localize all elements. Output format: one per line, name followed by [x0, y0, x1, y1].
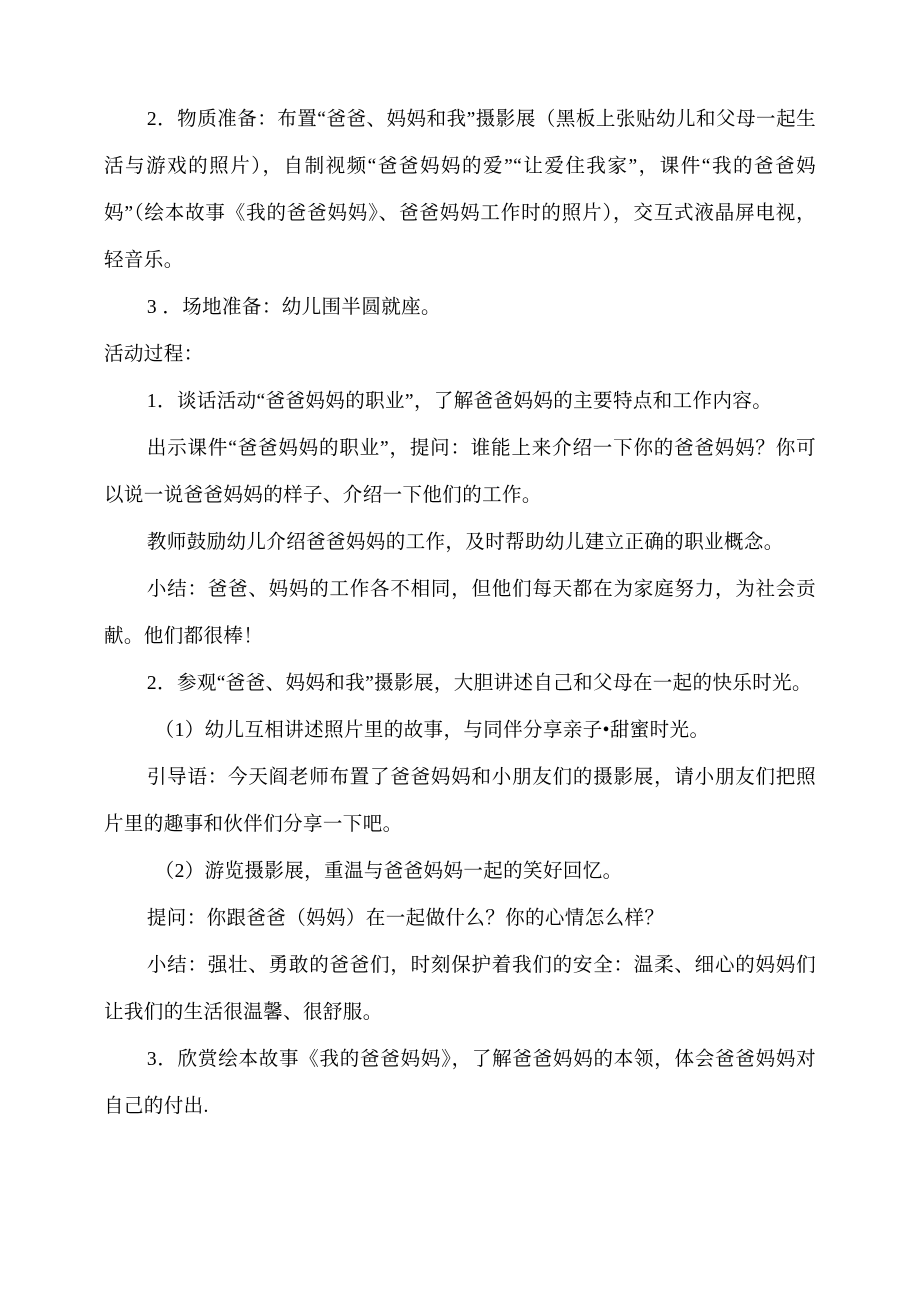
paragraph-step-2-question: 提问：你跟爸爸（妈妈）在一起做什么？你的心情怎么样？ [146, 908, 665, 929]
paragraph-step-2-sub-1: （1）幼儿互相讲述照片里的故事，与同伴分享亲子•甜蜜时光。 [154, 720, 710, 741]
paragraph-material-prep: 2．物质准备：布置“爸爸、妈妈和我”摄影展（黑板上张贴幼儿和父母一起生活与游戏的照片），自制视频“爸爸妈妈的爱”“让爱住我家”，课件“我的爸爸妈妈”（绘本故事《我的爸爸妈妈》、爸爸妈妈工作时的照片），交互式液晶屏电视，轻音乐。 [104, 109, 816, 271]
heading-activity-process: 活动过程： [104, 344, 204, 365]
paragraph-step-2-sub-2: （2）游览摄影展，重温与爸爸妈妈一起的笑好回忆。 [154, 861, 623, 882]
paragraph-venue-prep: 3 ．场地准备：幼儿围半圆就座。 [146, 297, 441, 318]
paragraph-step-3: 3．欣赏绘本故事《我的爸爸妈妈》，了解爸爸妈妈的本领，体会爸爸妈妈对自己的付出. [104, 1049, 816, 1117]
paragraph-step-2-guide: 引导语：今天阎老师布置了爸爸妈妈和小朋友们的摄影展，请小朋友们把照片里的趣事和伙伴们分享一下吧。 [104, 767, 816, 835]
paragraph-step-1: 1．谈话活动“爸爸妈妈的职业”，了解爸爸妈妈的主要特点和工作内容。 [146, 391, 773, 412]
paragraph-step-1-detail: 出示课件“爸爸妈妈的职业”，提问：谁能上来介绍一下你的爸爸妈妈？你可以说一说爸爸妈妈的样子、介绍一下他们的工作。 [104, 438, 816, 506]
paragraph-step-1-summary: 小结：爸爸、妈妈的工作各不相同，但他们每天都在为家庭努力，为社会贡献。他们都很棒！ [104, 579, 816, 647]
paragraph-step-1-teacher-note: 教师鼓励幼儿介绍爸爸妈妈的工作，及时帮助幼儿建立正确的职业概念。 [146, 532, 784, 553]
document-body [104, 96, 816, 1130]
paragraph-step-2: 2．参观“爸爸、妈妈和我”摄影展，大胆讲述自己和父母在一起的快乐时光。 [146, 673, 812, 694]
paragraph-step-2-summary: 小结：强壮、勇敢的爸爸们，时刻保护着我们的安全：温柔、细心的妈妈们让我们的生活很温馨、很舒服。 [104, 955, 816, 1023]
